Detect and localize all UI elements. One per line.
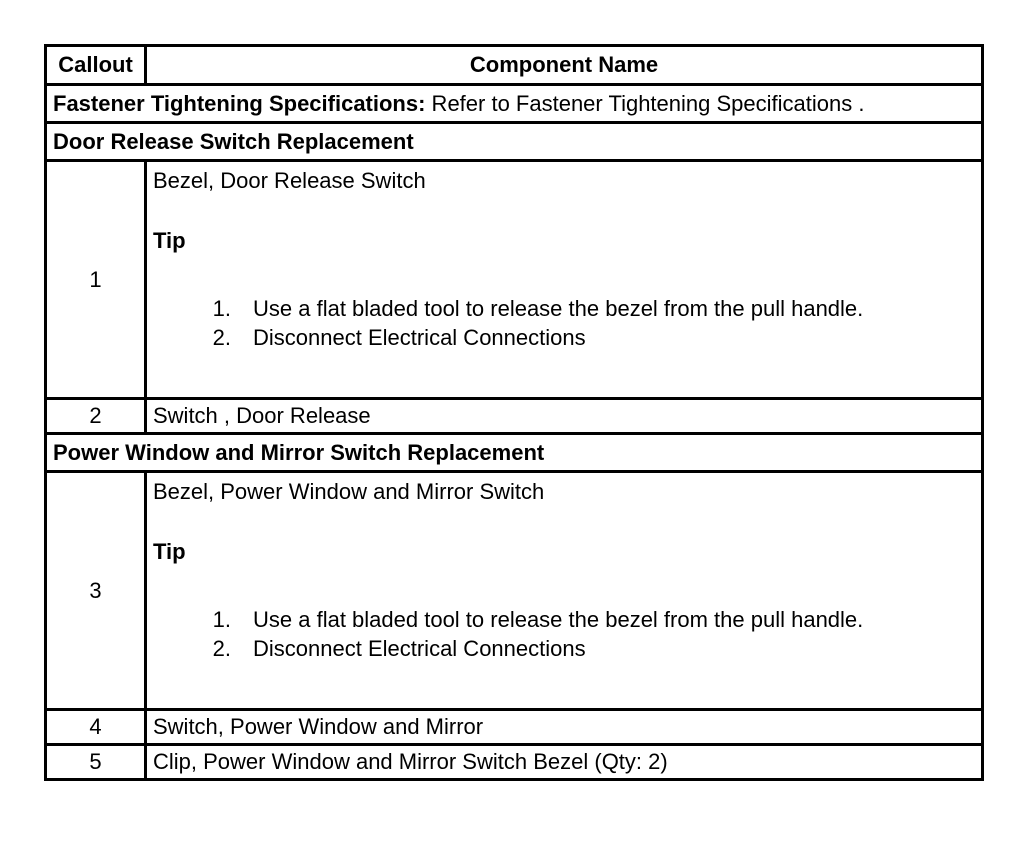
component-name-header: Component Name [146,46,983,85]
component-name: Bezel, Door Release Switch [153,168,426,193]
tip-step [212,323,975,352]
tip-heading: Tip [153,539,186,564]
callout-header: Callout [46,46,146,85]
step-text: Disconnect Electrical Connections [253,636,586,661]
table-row [46,161,983,399]
callout-cell: 5 [46,745,146,780]
step-number: 2. [212,636,231,661]
section-title-row [46,123,983,161]
tip-steps [153,294,975,352]
section-title-door-release: Door Release Switch Replacement [46,123,983,161]
tip-steps [153,605,975,663]
fastener-text: Refer to Fastener Tightening Specifications . [425,90,865,116]
component-name: Bezel, Power Window and Mirror Switch [153,479,545,504]
step-text: Disconnect Electrical Connections [253,325,586,350]
component-cell [146,161,983,399]
fastener-cell [46,85,983,123]
section-title-row [46,434,983,472]
callout-cell: 3 [46,472,146,710]
fastener-row [46,85,983,123]
tip-step [212,634,975,663]
component-cell: Switch, Power Window and Mirror [146,710,983,745]
component-cell: Clip, Power Window and Mirror Switch Bezel (Qty: 2) [146,745,983,780]
component-cell: Switch , Door Release [146,399,983,434]
table-header-row [46,46,983,85]
tip-step [212,294,975,323]
step-number: 1. [212,296,231,321]
step-number: 1. [212,607,231,632]
table-row [46,472,983,710]
callout-cell: 2 [46,399,146,434]
step-number: 2. [212,325,231,350]
table-row [46,745,983,780]
tip-step [212,605,975,634]
callout-cell: 1 [46,161,146,399]
step-text: Use a flat bladed tool to release the bezel from the pull handle. [253,607,864,632]
table-row [46,399,983,434]
table-row [46,710,983,745]
step-text: Use a flat bladed tool to release the bezel from the pull handle. [253,296,864,321]
section-title-power-window: Power Window and Mirror Switch Replacement [46,434,983,472]
tip-heading: Tip [153,228,186,253]
component-cell [146,472,983,710]
component-table [44,44,984,781]
fastener-label: Fastener Tightening Specifications: [53,90,426,116]
callout-cell: 4 [46,710,146,745]
